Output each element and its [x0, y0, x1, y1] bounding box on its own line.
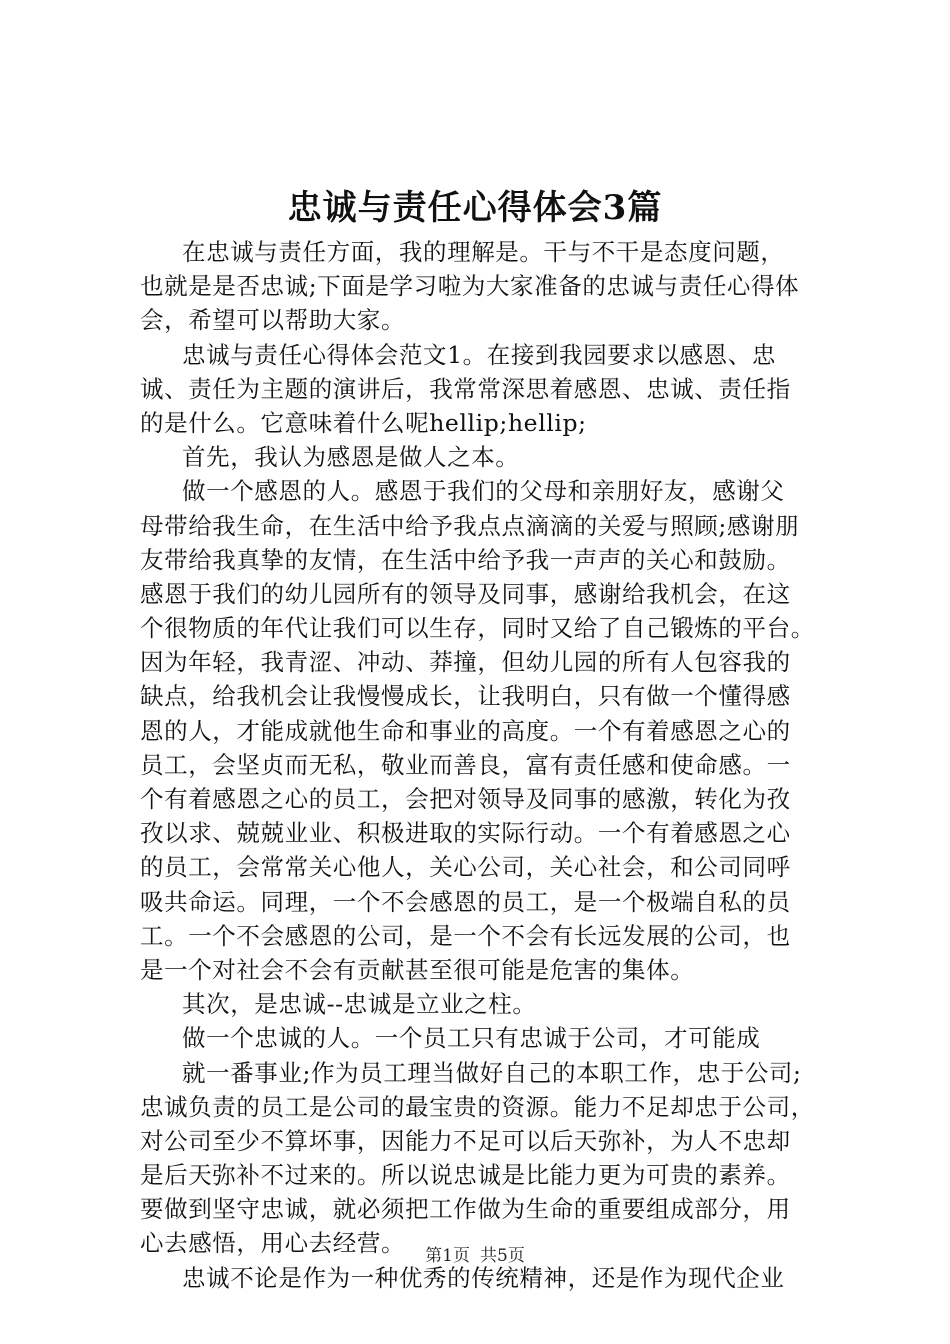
text-line: 孜以求、兢兢业业、积极进取的实际行动。一个有着感恩之心: [140, 819, 791, 848]
text-line: 的员工，会常常关心他人，关心公司，关心社会，和公司同呼: [140, 853, 791, 882]
text-line: 会，希望可以帮助大家。: [140, 306, 406, 335]
text-line: 母带给我生命，在生活中给予我点点滴滴的关爱与照顾;感谢朋: [140, 511, 800, 540]
text-line: 员工，会坚贞而无私，敬业而善良，富有责任感和使命感。一: [140, 750, 791, 779]
page-footer: [0, 1244, 950, 1268]
text-line: 是后天弥补不过来的。所以说忠诚是比能力更为可贵的素养。: [140, 1161, 791, 1190]
text-line: 个很物质的年代让我们可以生存，同时又给了自己锻炼的平台。: [140, 614, 815, 643]
text-line: 忠诚负责的员工是公司的最宝贵的资源。能力不足却忠于公司，: [140, 1092, 815, 1121]
text-line: 忠诚与责任心得体会范文1。在接到我园要求以感恩、忠: [182, 340, 776, 369]
text-line: 要做到坚守忠诚，就必须把工作做为生命的重要组成部分，用: [140, 1195, 791, 1224]
text-line: 友带给我真挚的友情，在生活中给予我一声声的关心和鼓励。: [140, 545, 791, 574]
text-line: 其次，是忠诚--忠诚是立业之柱。: [182, 990, 537, 1019]
text-line: 做一个忠诚的人。一个员工只有忠诚于公司，才可能成: [182, 1024, 761, 1053]
text-line: 恩的人，才能成就他生命和事业的高度。一个有着感恩之心的: [140, 716, 791, 745]
text-line: 缺点，给我机会让我慢慢成长，让我明白，只有做一个懂得感: [140, 682, 791, 711]
text-line: 在忠诚与责任方面，我的理解是。干与不干是态度问题，: [182, 238, 785, 266]
text-line: 因为年轻，我青涩、冲动、莽撞，但幼儿园的所有人包容我的: [140, 648, 791, 677]
page-total: 共5页: [480, 1246, 525, 1266]
document-title: 忠诚与责任心得体会3篇: [287, 188, 663, 228]
text-line: 对公司至少不算坏事，因能力不足可以后天弥补，为人不忠却: [140, 1126, 791, 1155]
text-line: 感恩于我们的幼儿园所有的领导及同事，感谢给我机会，在这: [140, 579, 791, 608]
text-line: 首先，我认为感恩是做人之本。: [182, 443, 520, 472]
text-line: 的是什么。它意味着什么呢hellip;hellip;: [140, 408, 587, 437]
text-line: 工。一个不会感恩的公司，是一个不会有长远发展的公司，也: [140, 921, 791, 950]
text-line: 心去感悟，用心去经营。: [140, 1229, 406, 1258]
text-line: 忠诚不论是作为一种优秀的传统精神，还是作为现代企业: [182, 1263, 785, 1292]
text-line: 做一个感恩的人。感恩于我们的父母和亲朋好友，感谢父: [182, 477, 785, 506]
text-line: 诚、责任为主题的演讲后，我常常深思着感恩、忠诚、责任指: [140, 374, 791, 403]
document-body: [140, 235, 835, 1295]
page-number: 第1页: [425, 1246, 470, 1266]
text-line: 个有着感恩之心的员工，会把对领导及同事的感激，转化为孜: [140, 785, 791, 813]
text-line: 就一番事业;作为员工理当做好自己的本职工作，忠于公司;: [182, 1058, 802, 1087]
text-line: 吸共命运。同理，一个不会感恩的员工，是一个极端自私的员: [140, 887, 791, 916]
text-line: 是一个对社会不会有贡献甚至很可能是危害的集体。: [140, 955, 695, 984]
text-line: 也就是是否忠诚;下面是学习啦为大家准备的忠诚与责任心得体: [140, 272, 800, 301]
